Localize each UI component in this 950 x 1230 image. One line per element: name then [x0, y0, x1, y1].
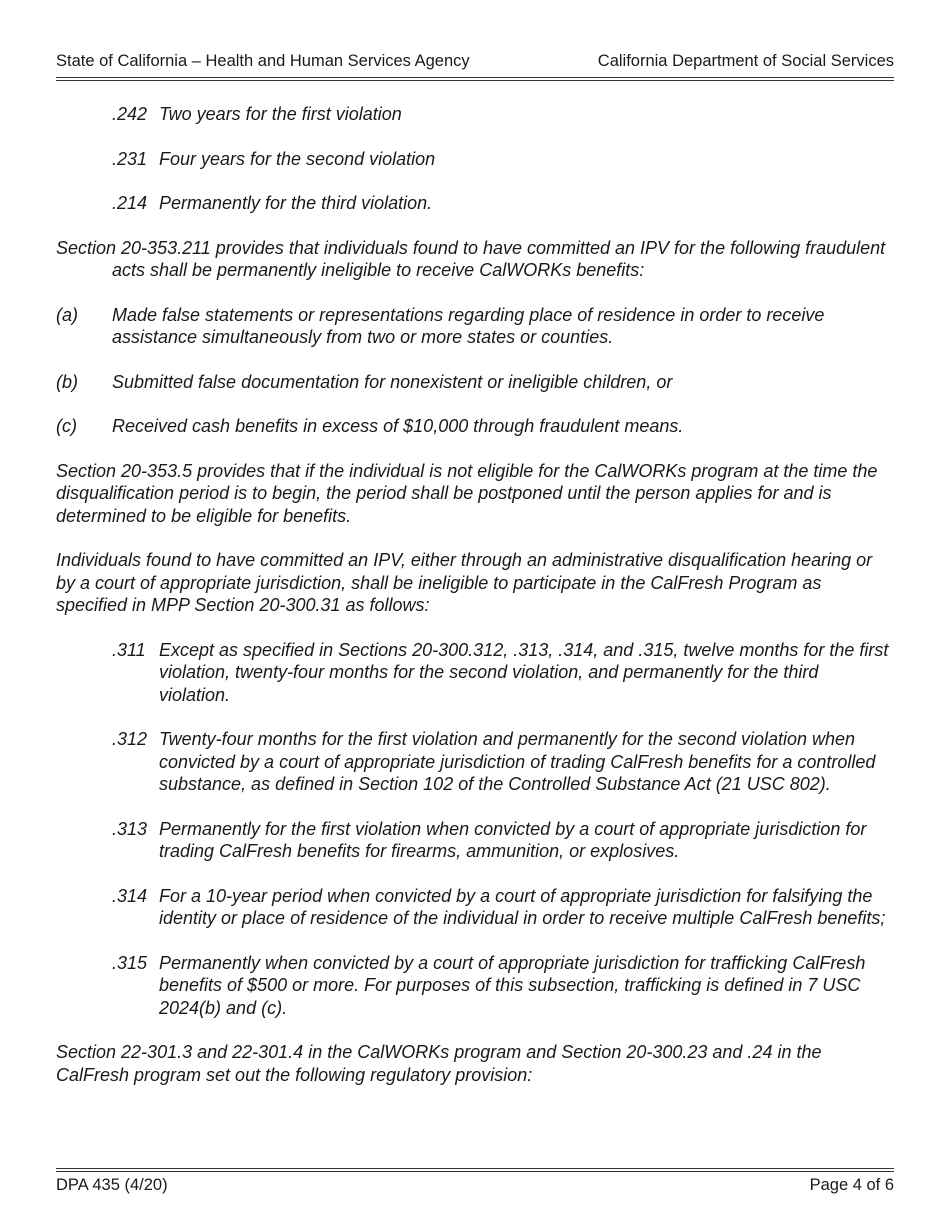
list-item: .315 Permanently when convicted by a court of appropriate jurisdiction for trafficking CalFresh benefits of $500 or more. For purposes of this subsection, trafficking is defined in 7 USC 2024(b) and (c). — [112, 952, 866, 1018]
form-number: DPA 435 (4/20) — [56, 1176, 168, 1194]
list-item: (a) Made false statements or representations regarding place of residence in order to receive assistance simultaneously from two or more states or counties. — [56, 304, 825, 347]
header-rule — [56, 77, 894, 81]
header-agency: State of California – Health and Human Services Agency — [56, 52, 470, 70]
list-item: .312 Twenty-four months for the first violation and permanently for the second violation when convicted by a court of appropriate jurisdiction of trading CalFresh benefits for a controlled substance, as defined in Section 102 of the Controlled Substance Act (21 USC 802). — [112, 729, 876, 794]
footer-rule — [56, 1168, 894, 1172]
header-department: California Department of Social Services — [597, 52, 894, 70]
page-number: Page 4 of 6 — [809, 1176, 894, 1194]
list-item: .231 Four years for the second violation — [112, 148, 436, 169]
document-page — [56, 0, 894, 1230]
list-item: (b) Submitted false documentation for nonexistent or ineligible children, or — [56, 371, 673, 392]
document-body — [56, 103, 894, 1108]
list-item: (c) Received cash benefits in excess of $10,000 through fraudulent means. — [56, 416, 684, 436]
page-footer — [56, 1176, 894, 1195]
list-item: .242 Two years for the first violation — [112, 104, 402, 124]
list-item: .313 Permanently for the first violation when convicted by a court of appropriate jurisdiction for trading CalFresh benefits for firearms, ammunition, or explosives. — [112, 818, 867, 861]
list-item: .314 For a 10-year period when convicted by a court of appropriate jurisdiction for falsifying the identity or place of residence of the individual in order to receive multiple CalFresh benefits; — [112, 885, 886, 928]
page-header — [56, 52, 894, 71]
section-paragraph-postponement: Section 20-353.5 provides that if the individual is not eligible for the CalWORKs program at the time the disqualification period is to begin, the period shall be postponed until the person applies for and is determined to be eligible for benefits. — [56, 460, 878, 526]
list-item: .214 Permanently for the third violation. — [112, 193, 433, 213]
section-paragraph-calfresh-intro: Individuals found to have committed an IPV, either through an administrative disqualification hearing or by a court of appropriate jurisdiction, shall be ineligible to participate in the CalFresh Program as specified in MPP Section 20-300.31 as follows: — [56, 550, 873, 615]
section-paragraph-regulatory: Section 22-301.3 and 22-301.4 in the CalWORKs program and Section 20-300.23 and .24 in the CalFresh program set out the following regulatory provision: — [56, 1042, 822, 1085]
section-paragraph-ipv-fraud: Section 20-353.211 provides that individuals found to have committed an IPV for the following fraudulent acts shall be permanently ineligible to receive CalWORKs benefits: — [56, 237, 886, 280]
list-item: .311 Except as specified in Sections 20-300.312, .313, .314, and .315, twelve months for the first violation, twenty-four months for the second violation, and permanently for the third violation. — [112, 639, 889, 705]
